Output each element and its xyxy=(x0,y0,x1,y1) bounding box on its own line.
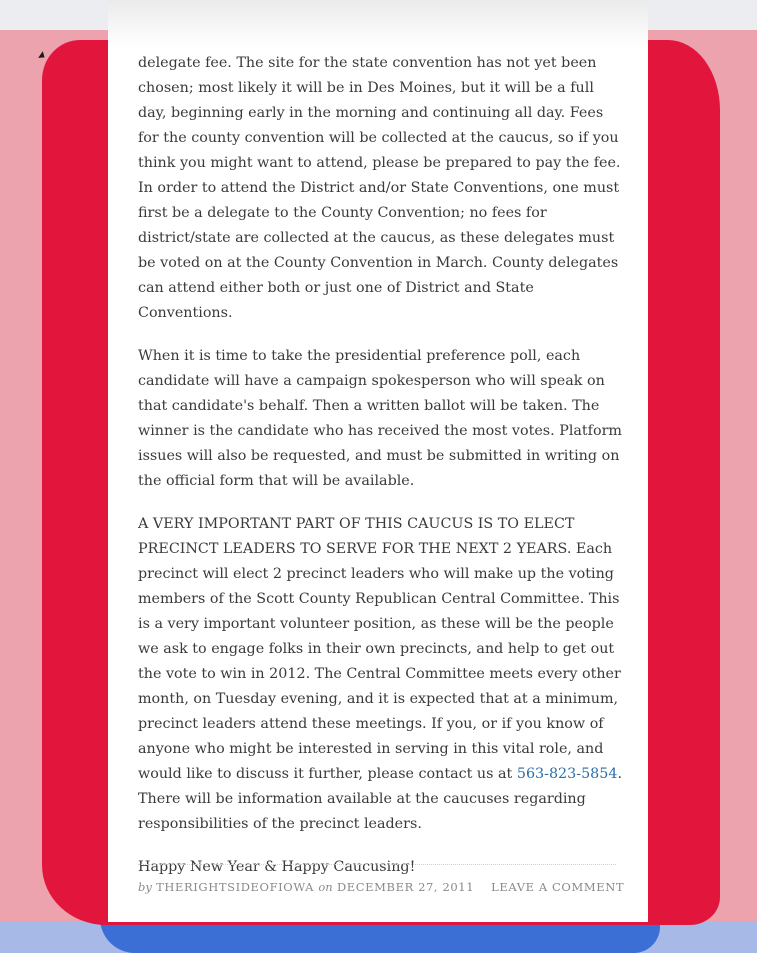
meta-on: on xyxy=(318,880,333,894)
paragraph-precinct-leaders xyxy=(138,512,623,837)
precinct-leaders-text-end: . There will be information available at the caucuses regarding responsibilities of the precinct leaders. xyxy=(138,766,623,832)
leave-comment-link[interactable]: LEAVE A COMMENT xyxy=(491,880,625,894)
paragraph-conventions: delegate fee. The site for the state convention has not yet been chosen; most likely it will be in Des Moines, but it will be a full day, beginning early in the morning and continuing all day. Fees for the county convention will be collected at the caucus, so if you think you might want to attend, please be prepared to pay the fee. In order to attend the District and/or State Conventions, one must first be a delegate to the County Convention; no fees for district/state are collected at the caucus, as these delegates must be voted on at the County Convention in March. County delegates can attend either both or just one of District and State Conventions. xyxy=(138,55,621,321)
phone-link[interactable]: 563-823-5854 xyxy=(516,766,618,782)
precinct-leaders-text: A VERY IMPORTANT PART OF THIS CAUCUS IS TO ELECT PRECINCT LEADERS TO SERVE FOR THE NEXT 2 YEARS. Each precinct will elect 2 precinct leaders who will make up the voting members of the Scott County Republican Central Committee. This is a very important volunteer position, as these will be the people we ask to engage folks in their own precincts, and help to get out the vote to win in 2012. The Central Committee meets every other month, on Tuesday evening, and it is expected that at a minimum, precinct leaders attend these meetings. If you, or if you know of anyone who might be interested in serving in this vital role, and would like to discuss it further, please contact us at xyxy=(138,516,621,782)
meta-by: by xyxy=(138,880,152,894)
post-card-top-fade xyxy=(108,0,648,48)
author-link[interactable]: THERIGHTSIDEOFIOWA xyxy=(156,880,315,894)
paragraph-preference-poll: When it is time to take the presidential preference poll, each candidate will have a campaign spokesperson who will speak on that candidate's behalf. Then a written ballot will be taken. The winner is the candidate who has received the most votes. Platform issues will also be requested, and must be submitted in writing on the official form that will be available. xyxy=(138,348,622,489)
closing-line: Happy New Year & Happy Caucusing! xyxy=(138,859,416,875)
post-content xyxy=(138,51,623,880)
post-meta xyxy=(138,864,625,894)
date-link[interactable]: DECEMBER 27, 2011 xyxy=(336,880,475,894)
